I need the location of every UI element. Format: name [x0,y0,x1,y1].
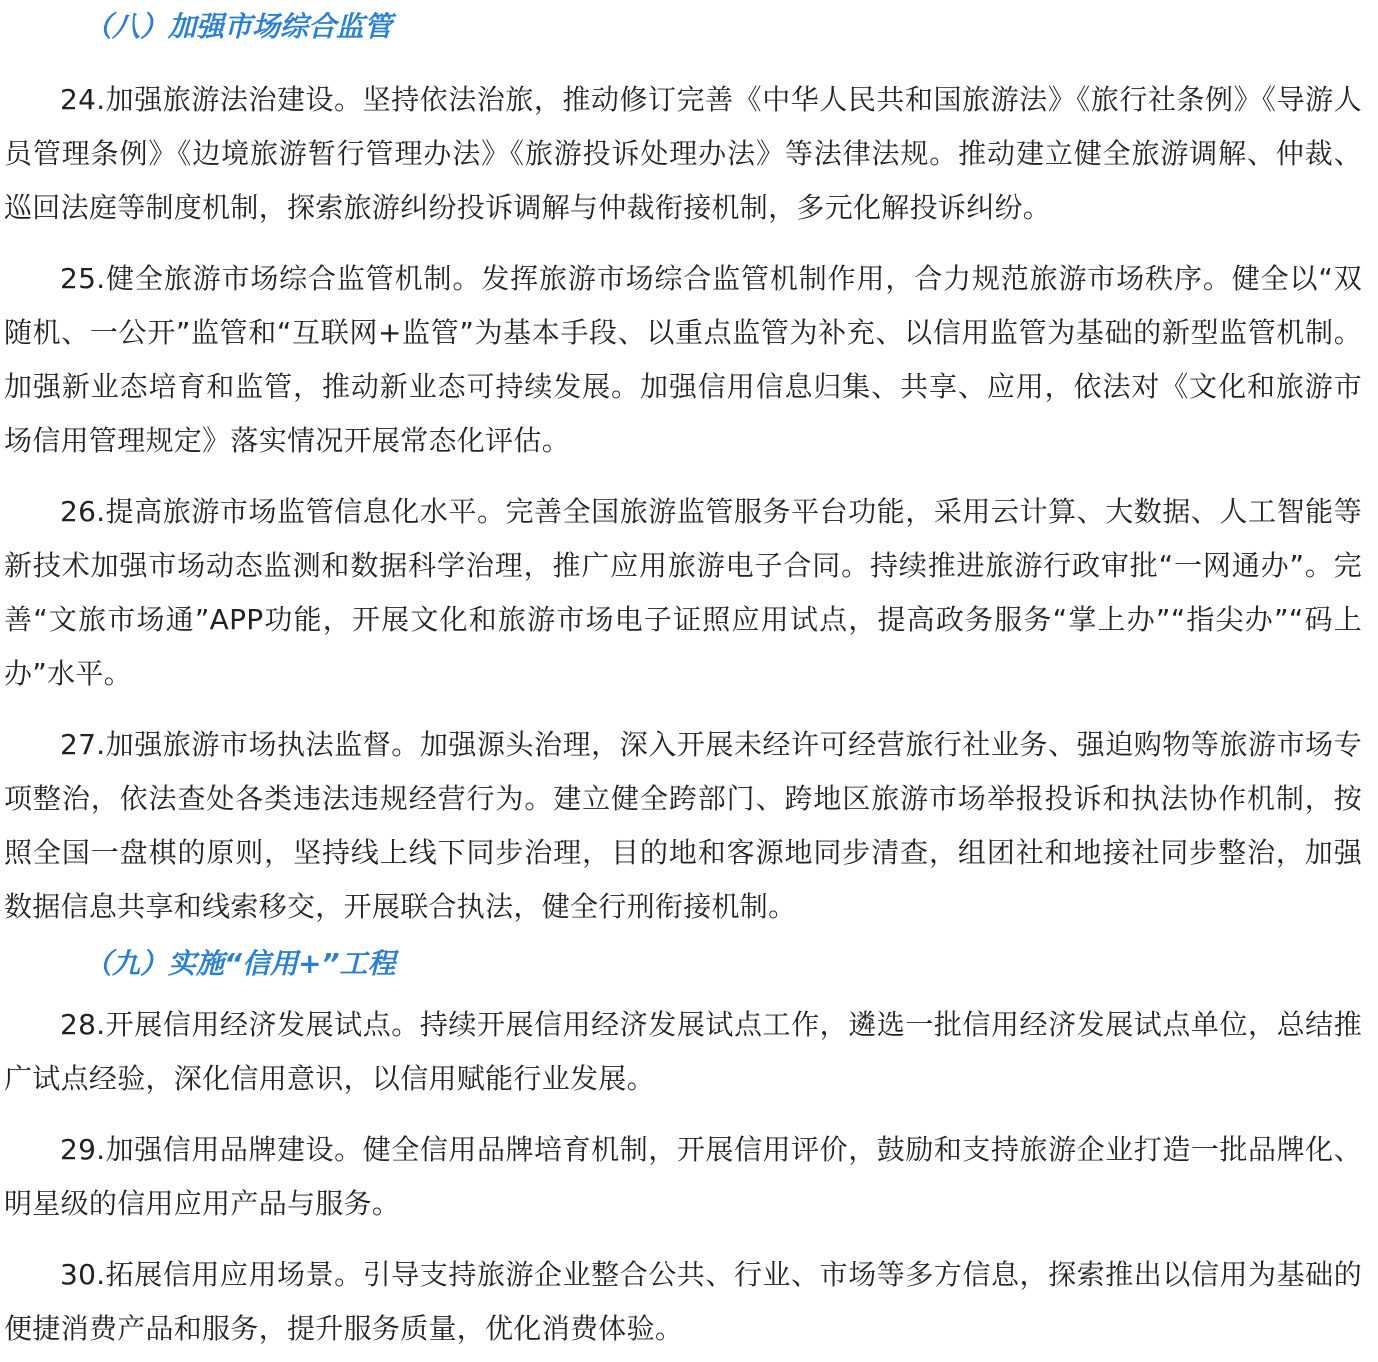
paragraph-26: 26.提高旅游市场监管信息化水平。完善全国旅游监管服务平台功能，采用云计算、大数据、人工智能等新技术加强市场动态监测和数据科学治理，推广应用旅游电子合同。持续推进旅游行政审批“一网通办”。完善“文旅市场通”APP功能，开展文化和旅游市场电子证照应用试点，提高政务服务“掌上办”“指尖办”“码上办”水平。 [4,495,1362,690]
paragraph-gap [4,468,1362,485]
paragraph-gap [4,701,1362,718]
paragraph-gap [4,1106,1362,1123]
paragraph-gap [4,1231,1362,1248]
paragraph-gap [4,235,1362,252]
section-heading-9: （九）实施“信用+”工程 [84,947,396,980]
section-heading-8: （八）加强市场综合监管 [84,10,393,43]
paragraph-29: 29.加强信用品牌建设。健全信用品牌培育机制，开展信用评价，鼓励和支持旅游企业打造一批品牌化、明星级的信用应用产品与服务。 [4,1133,1362,1220]
paragraph-28: 28.开展信用经济发展试点。持续开展信用经济发展试点工作，遴选一批信用经济发展试点单位，总结推广试点经验，深化信用意识，以信用赋能行业发展。 [4,1008,1362,1095]
paragraph-24: 24.加强旅游法治建设。坚持依法治旅，推动修订完善《中华人民共和国旅游法》《旅行社条例》《导游人员管理条例》《边境旅游暂行管理办法》《旅游投诉处理办法》等法律法规。推动建立健全旅游调解、仲裁、巡回法庭等制度机制，探索旅游纠纷投诉调解与仲裁衔接机制，多元化解投诉纠纷。 [4,83,1362,224]
paragraph-27: 27.加强旅游市场执法监督。加强源头治理，深入开展未经许可经营旅行社业务、强迫购物等旅游市场专项整治，依法查处各类违法违规经营行为。建立健全跨部门、跨地区旅游市场举报投诉和执法协作机制，按照全国一盘棋的原则，坚持线上线下同步治理，目的地和客源地同步清查，组团社和地接社同步整治，加强数据信息共享和线索移交，开展联合执法，健全行刑衔接机制。 [4,728,1362,923]
paragraph-30: 30.拓展信用应用场景。引导支持旅游企业整合公共、行业、市场等多方信息，探索推出以信用为基础的便捷消费产品和服务，提升服务质量，优化消费体验。 [4,1258,1362,1345]
paragraph-25: 25.健全旅游市场综合监管机制。发挥旅游市场综合监管机制作用，合力规范旅游市场秩序。健全以“双随机、一公开”监管和“互联网+监管”为基本手段、以重点监管为补充、以信用监管为基础的新型监管机制。加强新业态培育和监管，推动新业态可持续发展。加强信用信息归集、共享、应用，依法对《文化和旅游市场信用管理规定》落实情况开展常态化评估。 [4,262,1362,457]
